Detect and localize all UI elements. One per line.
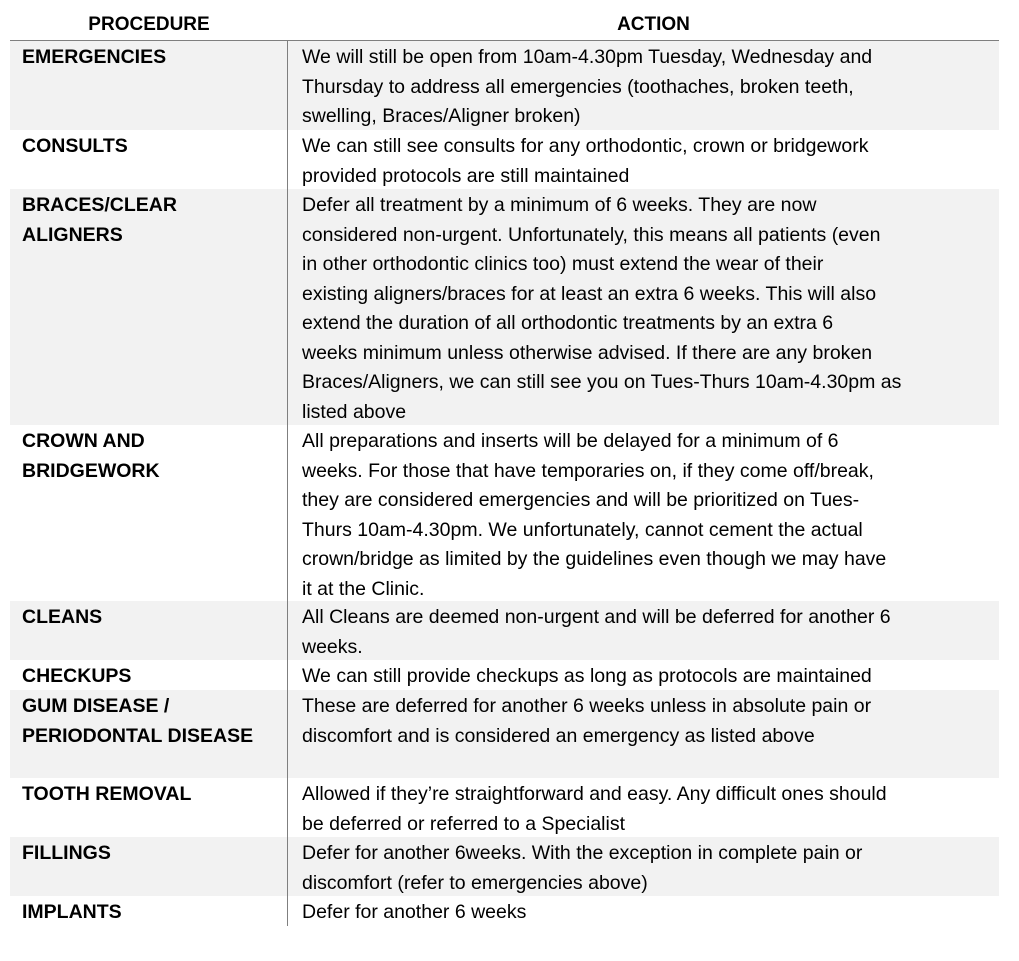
procedure-cell: CROWN AND BRIDGEWORK: [10, 425, 288, 601]
action-cell: Defer for another 6 weeks: [302, 901, 527, 923]
table-row-consults: [10, 130, 999, 189]
table-row-gum-disease: [10, 690, 999, 778]
table-row-implants: [10, 896, 999, 926]
action-column-header: ACTION: [617, 14, 690, 35]
procedure-cell: TOOTH REMOVAL: [10, 778, 288, 837]
action-cell: We can still provide checkups as long as protocols are maintained: [302, 665, 872, 687]
table-header: [10, 10, 999, 41]
procedure-cell: CONSULTS: [10, 130, 288, 189]
action-cell: We will still be open from 10am-4.30pm Tuesday, Wednesday and Thursday to address all emergencies (toothaches, broken teeth, swelling, Braces/Aligner broken): [302, 46, 873, 127]
procedure-column-header: PROCEDURE: [88, 14, 210, 35]
procedure-cell: CLEANS: [10, 601, 288, 660]
table-row-tooth-removal: [10, 778, 999, 837]
procedure-cell: CHECKUPS: [10, 660, 288, 690]
procedure-cell: EMERGENCIES: [10, 41, 288, 130]
action-cell: Defer all treatment by a minimum of 6 weeks. They are now considered non-urgent. Unfortunately, this means all patients (even in other orthodontic clinics too) must extend the wear of their existing aligners/braces for at least an extra 6 weeks. This will also extend the duration of all orthodontic treatments by an extra 6 weeks minimum unless otherwise advised. If there are any broken Braces/Aligners, we can still see you on Tues-Thurs 10am-4.30pm as listed above: [302, 194, 902, 423]
procedure-cell: IMPLANTS: [10, 896, 288, 926]
action-cell: We can still see consults for any orthodontic, crown or bridgework provided protocols are still maintained: [302, 135, 869, 187]
table-row-emergencies: [10, 41, 999, 130]
procedure-cell: GUM DISEASE / PERIODONTAL DISEASE: [10, 690, 288, 778]
table-row-braces-aligners: [10, 189, 999, 425]
table-row-cleans: [10, 601, 999, 660]
table-row-checkups: [10, 660, 999, 690]
procedure-cell: BRACES/CLEAR ALIGNERS: [10, 189, 288, 425]
action-cell: Allowed if they’re straightforward and easy. Any difficult ones should be deferred or referred to a Specialist: [302, 783, 887, 835]
action-cell: These are deferred for another 6 weeks unless in absolute pain or discomfort and is considered an emergency as listed above: [302, 695, 872, 747]
table-row-fillings: [10, 837, 999, 896]
action-cell: All Cleans are deemed non-urgent and will be deferred for another 6 weeks.: [302, 606, 891, 658]
procedure-action-table: [10, 10, 999, 926]
action-cell: All preparations and inserts will be delayed for a minimum of 6 weeks. For those that have temporaries on, if they come off/break, they are considered emergencies and will be prioritized on Tues- Thurs 10am-4.30pm. We unfortunately, cannot cement the actual crown/bridge as limited by the guidelines even though we may have it at the Clinic.: [302, 430, 887, 600]
table-row-crown-bridgework: [10, 425, 999, 601]
procedure-cell: FILLINGS: [10, 837, 288, 896]
action-cell: Defer for another 6weeks. With the exception in complete pain or discomfort (refer to emergencies above): [302, 842, 863, 894]
